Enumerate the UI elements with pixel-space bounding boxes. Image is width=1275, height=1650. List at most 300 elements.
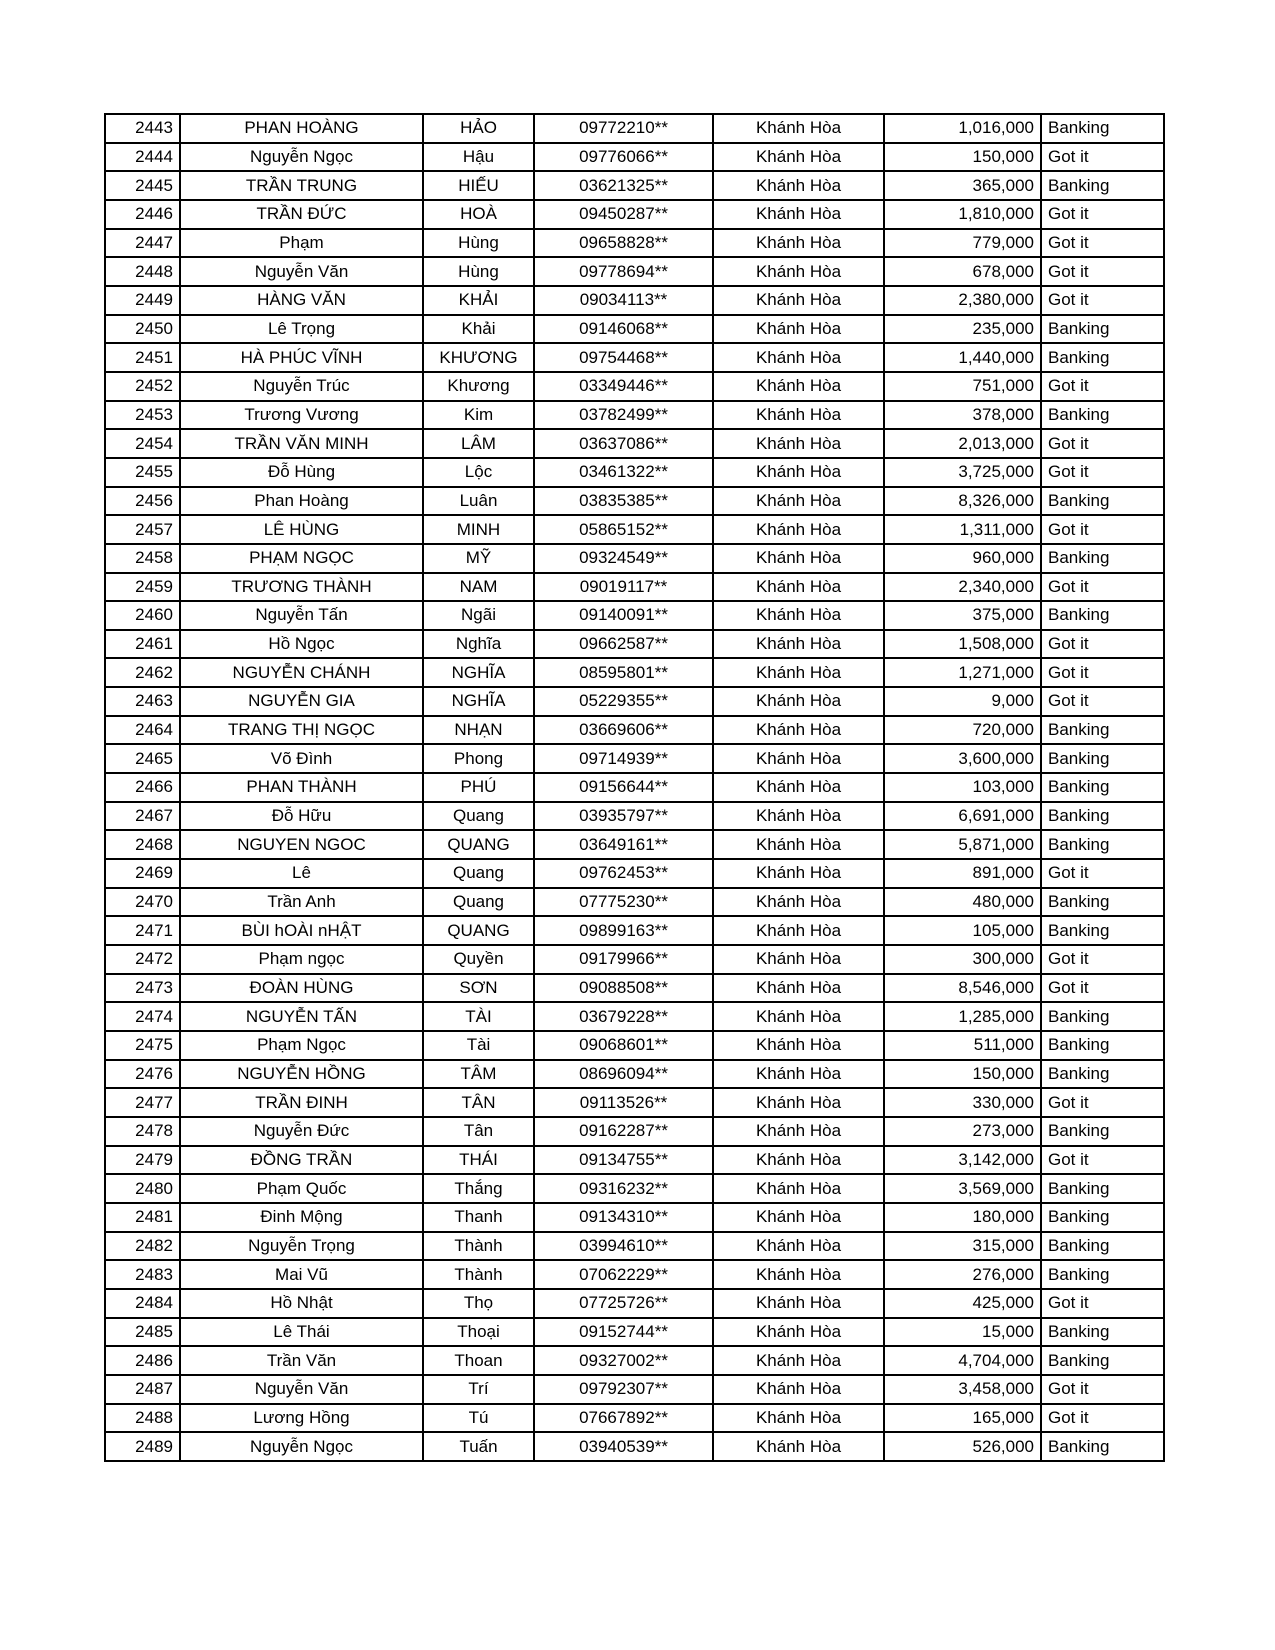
table-row (105, 200, 1164, 229)
cell-province: Khánh Hòa (713, 1432, 884, 1461)
table-row (105, 515, 1164, 544)
cell-given-name: LÂM (423, 429, 534, 458)
cell-given-name: HOÀ (423, 200, 534, 229)
cell-given-name: Nghĩa (423, 630, 534, 659)
table-row (105, 171, 1164, 200)
cell-province: Khánh Hòa (713, 1375, 884, 1404)
cell-masked-phone: 09134755** (534, 1146, 713, 1175)
cell-row-number: 2452 (105, 372, 180, 401)
table-row (105, 1060, 1164, 1089)
table-row (105, 1346, 1164, 1375)
cell-status: Got it (1041, 372, 1164, 401)
cell-province: Khánh Hòa (713, 429, 884, 458)
cell-amount: 960,000 (884, 544, 1041, 573)
cell-given-name: Hùng (423, 229, 534, 258)
cell-given-name: Phong (423, 744, 534, 773)
cell-row-number: 2467 (105, 802, 180, 831)
cell-province: Khánh Hòa (713, 1146, 884, 1175)
cell-family-middle-name: LÊ HÙNG (180, 515, 423, 544)
cell-family-middle-name: Trương Vương (180, 401, 423, 430)
cell-family-middle-name: TRẦN ĐINH (180, 1088, 423, 1117)
cell-given-name: Quang (423, 888, 534, 917)
cell-row-number: 2464 (105, 716, 180, 745)
cell-family-middle-name: Phạm Ngọc (180, 1031, 423, 1060)
cell-status: Banking (1041, 1031, 1164, 1060)
cell-status: Banking (1041, 1117, 1164, 1146)
cell-row-number: 2465 (105, 744, 180, 773)
cell-province: Khánh Hòa (713, 1232, 884, 1261)
cell-masked-phone: 09146068** (534, 315, 713, 344)
cell-family-middle-name: BÙI hOÀI nHẬT (180, 916, 423, 945)
cell-family-middle-name: TRANG THỊ NGỌC (180, 716, 423, 745)
cell-province: Khánh Hòa (713, 773, 884, 802)
cell-amount: 2,013,000 (884, 429, 1041, 458)
cell-amount: 8,326,000 (884, 487, 1041, 516)
cell-masked-phone: 09179966** (534, 945, 713, 974)
cell-amount: 891,000 (884, 859, 1041, 888)
cell-status: Banking (1041, 802, 1164, 831)
cell-given-name: Thoại (423, 1318, 534, 1347)
table-row (105, 830, 1164, 859)
table-row (105, 1375, 1164, 1404)
cell-status: Got it (1041, 200, 1164, 229)
cell-masked-phone: 09658828** (534, 229, 713, 258)
cell-row-number: 2460 (105, 601, 180, 630)
cell-status: Got it (1041, 1289, 1164, 1318)
cell-masked-phone: 03461322** (534, 458, 713, 487)
table-row (105, 601, 1164, 630)
cell-province: Khánh Hòa (713, 1174, 884, 1203)
cell-family-middle-name: Trần Anh (180, 888, 423, 917)
cell-masked-phone: 03782499** (534, 401, 713, 430)
cell-masked-phone: 09899163** (534, 916, 713, 945)
table-row (105, 687, 1164, 716)
table-row (105, 1318, 1164, 1347)
cell-province: Khánh Hòa (713, 401, 884, 430)
cell-masked-phone: 09316232** (534, 1174, 713, 1203)
cell-given-name: Ngãi (423, 601, 534, 630)
cell-status: Got it (1041, 286, 1164, 315)
cell-family-middle-name: ĐOÀN HÙNG (180, 974, 423, 1003)
cell-family-middle-name: Lê Thái (180, 1318, 423, 1347)
cell-province: Khánh Hòa (713, 544, 884, 573)
cell-given-name: MỸ (423, 544, 534, 573)
cell-status: Banking (1041, 1346, 1164, 1375)
cell-status: Banking (1041, 1232, 1164, 1261)
cell-status: Got it (1041, 687, 1164, 716)
cell-status: Banking (1041, 601, 1164, 630)
cell-masked-phone: 09772210** (534, 114, 713, 143)
table-row (105, 716, 1164, 745)
cell-amount: 235,000 (884, 315, 1041, 344)
cell-row-number: 2444 (105, 143, 180, 172)
cell-amount: 511,000 (884, 1031, 1041, 1060)
cell-status: Banking (1041, 315, 1164, 344)
cell-amount: 3,600,000 (884, 744, 1041, 773)
cell-given-name: Hậu (423, 143, 534, 172)
table-row (105, 773, 1164, 802)
cell-row-number: 2443 (105, 114, 180, 143)
cell-province: Khánh Hòa (713, 830, 884, 859)
cell-masked-phone: 03649161** (534, 830, 713, 859)
cell-masked-phone: 03940539** (534, 1432, 713, 1461)
cell-family-middle-name: TRẦN VĂN MINH (180, 429, 423, 458)
cell-province: Khánh Hòa (713, 744, 884, 773)
cell-row-number: 2472 (105, 945, 180, 974)
cell-province: Khánh Hòa (713, 487, 884, 516)
cell-family-middle-name: TRƯƠNG THÀNH (180, 573, 423, 602)
cell-status: Got it (1041, 1146, 1164, 1175)
cell-given-name: Thắng (423, 1174, 534, 1203)
cell-given-name: Khương (423, 372, 534, 401)
table-row (105, 802, 1164, 831)
cell-masked-phone: 09778694** (534, 257, 713, 286)
cell-status: Got it (1041, 143, 1164, 172)
cell-row-number: 2449 (105, 286, 180, 315)
cell-status: Got it (1041, 429, 1164, 458)
cell-status: Got it (1041, 1404, 1164, 1433)
cell-amount: 150,000 (884, 143, 1041, 172)
table-row (105, 114, 1164, 143)
cell-status: Banking (1041, 171, 1164, 200)
cell-province: Khánh Hòa (713, 1060, 884, 1089)
cell-masked-phone: 03835385** (534, 487, 713, 516)
cell-family-middle-name: PHAN THÀNH (180, 773, 423, 802)
cell-status: Banking (1041, 830, 1164, 859)
cell-family-middle-name: NGUYỄN CHÁNH (180, 658, 423, 687)
cell-given-name: NGHĨA (423, 658, 534, 687)
cell-amount: 1,271,000 (884, 658, 1041, 687)
cell-row-number: 2478 (105, 1117, 180, 1146)
cell-given-name: TÂN (423, 1088, 534, 1117)
cell-family-middle-name: Phạm (180, 229, 423, 258)
cell-amount: 378,000 (884, 401, 1041, 430)
cell-status: Got it (1041, 515, 1164, 544)
cell-province: Khánh Hòa (713, 1203, 884, 1232)
cell-amount: 1,810,000 (884, 200, 1041, 229)
table-row (105, 343, 1164, 372)
cell-status: Banking (1041, 1174, 1164, 1203)
cell-province: Khánh Hòa (713, 716, 884, 745)
cell-province: Khánh Hòa (713, 859, 884, 888)
table-row (105, 1432, 1164, 1461)
cell-masked-phone: 09714939** (534, 744, 713, 773)
table-row (105, 1232, 1164, 1261)
cell-amount: 330,000 (884, 1088, 1041, 1117)
cell-status: Banking (1041, 888, 1164, 917)
cell-status: Got it (1041, 1088, 1164, 1117)
cell-masked-phone: 03349446** (534, 372, 713, 401)
cell-province: Khánh Hòa (713, 573, 884, 602)
cell-status: Got it (1041, 458, 1164, 487)
cell-given-name: KHƯƠNG (423, 343, 534, 372)
cell-row-number: 2475 (105, 1031, 180, 1060)
cell-province: Khánh Hòa (713, 143, 884, 172)
cell-province: Khánh Hòa (713, 343, 884, 372)
cell-row-number: 2489 (105, 1432, 180, 1461)
cell-amount: 15,000 (884, 1318, 1041, 1347)
cell-masked-phone: 03935797** (534, 802, 713, 831)
cell-masked-phone: 09754468** (534, 343, 713, 372)
cell-amount: 2,340,000 (884, 573, 1041, 602)
cell-amount: 779,000 (884, 229, 1041, 258)
table-row (105, 429, 1164, 458)
cell-amount: 103,000 (884, 773, 1041, 802)
cell-masked-phone: 07775230** (534, 888, 713, 917)
table-row (105, 143, 1164, 172)
cell-given-name: Kim (423, 401, 534, 430)
cell-status: Banking (1041, 744, 1164, 773)
table-row (105, 1289, 1164, 1318)
table-row (105, 1146, 1164, 1175)
cell-family-middle-name: Lê (180, 859, 423, 888)
cell-status: Banking (1041, 1002, 1164, 1031)
cell-amount: 300,000 (884, 945, 1041, 974)
cell-masked-phone: 03994610** (534, 1232, 713, 1261)
cell-status: Got it (1041, 257, 1164, 286)
cell-family-middle-name: Hồ Nhật (180, 1289, 423, 1318)
table-row (105, 315, 1164, 344)
cell-row-number: 2471 (105, 916, 180, 945)
cell-province: Khánh Hòa (713, 1404, 884, 1433)
cell-masked-phone: 09792307** (534, 1375, 713, 1404)
cell-status: Got it (1041, 974, 1164, 1003)
cell-family-middle-name: Phạm Quốc (180, 1174, 423, 1203)
cell-family-middle-name: PHẠM NGỌC (180, 544, 423, 573)
cell-given-name: NAM (423, 573, 534, 602)
cell-amount: 720,000 (884, 716, 1041, 745)
cell-status: Banking (1041, 1432, 1164, 1461)
cell-province: Khánh Hòa (713, 1346, 884, 1375)
cell-province: Khánh Hòa (713, 1117, 884, 1146)
cell-masked-phone: 09068601** (534, 1031, 713, 1060)
cell-amount: 5,871,000 (884, 830, 1041, 859)
cell-amount: 165,000 (884, 1404, 1041, 1433)
cell-row-number: 2448 (105, 257, 180, 286)
cell-amount: 180,000 (884, 1203, 1041, 1232)
cell-masked-phone: 03621325** (534, 171, 713, 200)
table-row (105, 544, 1164, 573)
cell-row-number: 2484 (105, 1289, 180, 1318)
cell-masked-phone: 09034113** (534, 286, 713, 315)
cell-province: Khánh Hòa (713, 601, 884, 630)
cell-amount: 751,000 (884, 372, 1041, 401)
cell-row-number: 2468 (105, 830, 180, 859)
cell-status: Banking (1041, 916, 1164, 945)
cell-given-name: TÂM (423, 1060, 534, 1089)
cell-given-name: Tài (423, 1031, 534, 1060)
cell-masked-phone: 03679228** (534, 1002, 713, 1031)
cell-family-middle-name: Nguyễn Văn (180, 257, 423, 286)
cell-province: Khánh Hòa (713, 687, 884, 716)
cell-given-name: PHÚ (423, 773, 534, 802)
cell-status: Got it (1041, 945, 1164, 974)
cell-status: Banking (1041, 1318, 1164, 1347)
cell-family-middle-name: Lương Hồng (180, 1404, 423, 1433)
cell-row-number: 2455 (105, 458, 180, 487)
cell-family-middle-name: Võ Đình (180, 744, 423, 773)
cell-row-number: 2473 (105, 974, 180, 1003)
cell-masked-phone: 09140091** (534, 601, 713, 630)
cell-province: Khánh Hòa (713, 1088, 884, 1117)
cell-amount: 2,380,000 (884, 286, 1041, 315)
cell-family-middle-name: NGUYỄN HỒNG (180, 1060, 423, 1089)
cell-family-middle-name: Nguyễn Trúc (180, 372, 423, 401)
cell-amount: 3,458,000 (884, 1375, 1041, 1404)
table-row (105, 945, 1164, 974)
table-row (105, 1260, 1164, 1289)
cell-given-name: Thọ (423, 1289, 534, 1318)
cell-given-name: Thoan (423, 1346, 534, 1375)
cell-given-name: Lộc (423, 458, 534, 487)
cell-amount: 1,311,000 (884, 515, 1041, 544)
cell-family-middle-name: PHAN HOÀNG (180, 114, 423, 143)
cell-family-middle-name: Đinh Mộng (180, 1203, 423, 1232)
table-row (105, 573, 1164, 602)
cell-province: Khánh Hòa (713, 802, 884, 831)
cell-given-name: Quyền (423, 945, 534, 974)
table-row (105, 286, 1164, 315)
cell-row-number: 2451 (105, 343, 180, 372)
cell-given-name: QUANG (423, 916, 534, 945)
cell-row-number: 2488 (105, 1404, 180, 1433)
cell-province: Khánh Hòa (713, 630, 884, 659)
cell-amount: 4,704,000 (884, 1346, 1041, 1375)
cell-given-name: HẢO (423, 114, 534, 143)
cell-status: Banking (1041, 1260, 1164, 1289)
cell-family-middle-name: NGUYỄN TẤN (180, 1002, 423, 1031)
cell-row-number: 2483 (105, 1260, 180, 1289)
table-body (105, 114, 1164, 1461)
cell-family-middle-name: Nguyễn Ngọc (180, 143, 423, 172)
table-row (105, 257, 1164, 286)
table-row (105, 487, 1164, 516)
cell-row-number: 2470 (105, 888, 180, 917)
cell-row-number: 2480 (105, 1174, 180, 1203)
cell-amount: 273,000 (884, 1117, 1041, 1146)
cell-province: Khánh Hòa (713, 200, 884, 229)
cell-province: Khánh Hòa (713, 945, 884, 974)
cell-family-middle-name: Phan Hoàng (180, 487, 423, 516)
cell-status: Got it (1041, 859, 1164, 888)
cell-masked-phone: 08696094** (534, 1060, 713, 1089)
cell-row-number: 2456 (105, 487, 180, 516)
cell-given-name: NGHĨA (423, 687, 534, 716)
cell-row-number: 2446 (105, 200, 180, 229)
cell-amount: 526,000 (884, 1432, 1041, 1461)
cell-province: Khánh Hòa (713, 1002, 884, 1031)
table-row (105, 1117, 1164, 1146)
table-row (105, 1404, 1164, 1433)
cell-family-middle-name: Nguyễn Ngọc (180, 1432, 423, 1461)
cell-amount: 6,691,000 (884, 802, 1041, 831)
cell-amount: 3,725,000 (884, 458, 1041, 487)
cell-masked-phone: 07062229** (534, 1260, 713, 1289)
cell-given-name: QUANG (423, 830, 534, 859)
cell-province: Khánh Hòa (713, 515, 884, 544)
table-row (105, 1088, 1164, 1117)
cell-row-number: 2445 (105, 171, 180, 200)
cell-province: Khánh Hòa (713, 114, 884, 143)
cell-masked-phone: 09327002** (534, 1346, 713, 1375)
cell-row-number: 2482 (105, 1232, 180, 1261)
cell-given-name: Tuấn (423, 1432, 534, 1461)
cell-masked-phone: 09776066** (534, 143, 713, 172)
table-row (105, 372, 1164, 401)
table-row (105, 229, 1164, 258)
cell-family-middle-name: Lê Trọng (180, 315, 423, 344)
cell-family-middle-name: Đỗ Hữu (180, 802, 423, 831)
cell-amount: 105,000 (884, 916, 1041, 945)
table-row (105, 658, 1164, 687)
cell-family-middle-name: HÀ PHÚC VĨNH (180, 343, 423, 372)
cell-given-name: TÀI (423, 1002, 534, 1031)
cell-amount: 8,546,000 (884, 974, 1041, 1003)
table-row (105, 744, 1164, 773)
cell-row-number: 2477 (105, 1088, 180, 1117)
cell-row-number: 2466 (105, 773, 180, 802)
table-row (105, 401, 1164, 430)
cell-status: Got it (1041, 573, 1164, 602)
cell-amount: 276,000 (884, 1260, 1041, 1289)
cell-family-middle-name: Phạm ngọc (180, 945, 423, 974)
cell-masked-phone: 09762453** (534, 859, 713, 888)
cell-amount: 1,440,000 (884, 343, 1041, 372)
cell-masked-phone: 05865152** (534, 515, 713, 544)
cell-amount: 365,000 (884, 171, 1041, 200)
cell-amount: 3,142,000 (884, 1146, 1041, 1175)
cell-status: Banking (1041, 487, 1164, 516)
cell-family-middle-name: NGUYỄN GIA (180, 687, 423, 716)
cell-amount: 315,000 (884, 1232, 1041, 1261)
cell-given-name: Tú (423, 1404, 534, 1433)
cell-row-number: 2450 (105, 315, 180, 344)
cell-province: Khánh Hòa (713, 171, 884, 200)
cell-family-middle-name: Nguyễn Tấn (180, 601, 423, 630)
cell-masked-phone: 07725726** (534, 1289, 713, 1318)
cell-row-number: 2461 (105, 630, 180, 659)
cell-given-name: MINH (423, 515, 534, 544)
table-row (105, 974, 1164, 1003)
cell-masked-phone: 09088508** (534, 974, 713, 1003)
cell-status: Got it (1041, 1375, 1164, 1404)
cell-amount: 9,000 (884, 687, 1041, 716)
cell-status: Banking (1041, 401, 1164, 430)
cell-amount: 1,508,000 (884, 630, 1041, 659)
cell-row-number: 2474 (105, 1002, 180, 1031)
cell-masked-phone: 03637086** (534, 429, 713, 458)
cell-status: Got it (1041, 630, 1164, 659)
cell-masked-phone: 09450287** (534, 200, 713, 229)
cell-row-number: 2453 (105, 401, 180, 430)
cell-given-name: SƠN (423, 974, 534, 1003)
table-row (105, 458, 1164, 487)
cell-amount: 678,000 (884, 257, 1041, 286)
cell-family-middle-name: ĐỒNG TRẦN (180, 1146, 423, 1175)
table-row (105, 1031, 1164, 1060)
cell-status: Banking (1041, 716, 1164, 745)
cell-given-name: Thành (423, 1260, 534, 1289)
cell-row-number: 2447 (105, 229, 180, 258)
cell-province: Khánh Hòa (713, 1318, 884, 1347)
cell-given-name: Quang (423, 802, 534, 831)
recipient-table (104, 113, 1165, 1462)
cell-given-name: Thanh (423, 1203, 534, 1232)
cell-masked-phone: 09134310** (534, 1203, 713, 1232)
cell-family-middle-name: Hồ Ngọc (180, 630, 423, 659)
cell-amount: 3,569,000 (884, 1174, 1041, 1203)
cell-province: Khánh Hòa (713, 916, 884, 945)
